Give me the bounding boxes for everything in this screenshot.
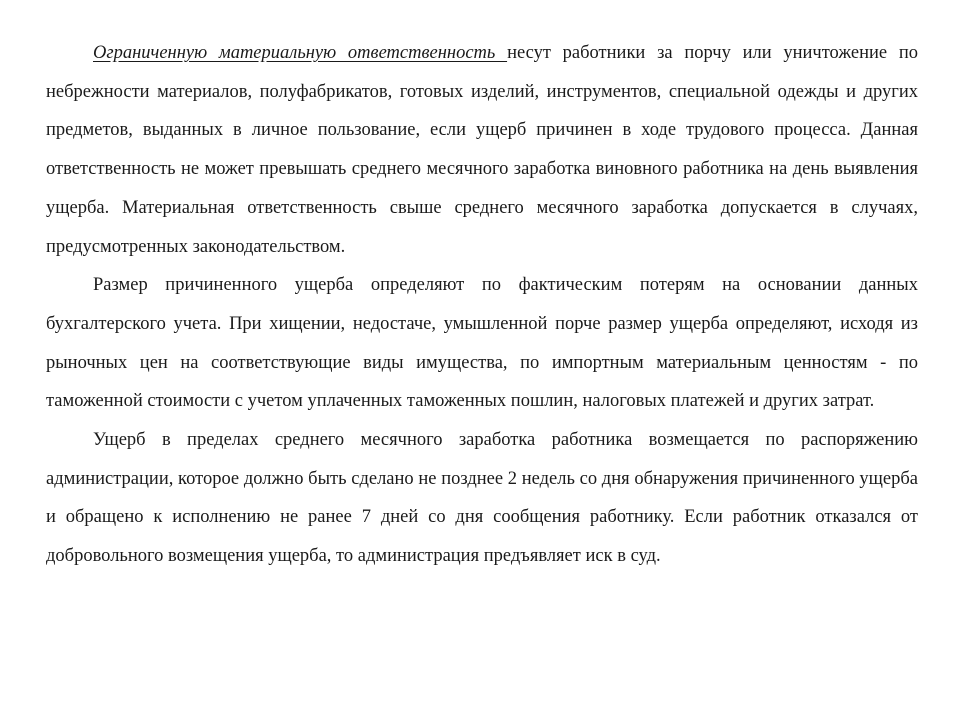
defined-term: Ограниченную материальную ответственность xyxy=(93,43,508,63)
paragraph-damage-compensation: Ущерб в пределах среднего месячного заработка работника возмещается по распоряжению администрации, которое должно быть сделано не позднее 2 недель со дня обнаружения причиненного ущерба и обращено к исполнению не ранее 7 дней со дня сообщения работнику. Если работник отказался от добровольного возмещения ущерба, то администрация предъявляет иск в суд. xyxy=(46,430,918,567)
document-page xyxy=(46,34,918,576)
paragraph-damage-amount: Размер причиненного ущерба определяют по фактическим потерям на основании данных бухгалтерского учета. При хищении, недостаче, умышленной порче размер ущерба определяют, исходя из рыночных цен на соответствующие виды имущества, по импортным материальным ценностям - по таможенной стоимости с учетом уплаченных таможенных пошлин, налоговых платежей и других затрат. xyxy=(46,275,918,412)
paragraph-limited-liability xyxy=(46,34,918,266)
paragraph-text: несут работники за порчу или уничтожение по небрежности материалов, полуфабрикатов, готовых изделий, инструментов, специальной одежды и других предметов, выданных в личное пользование, если ущерб причинен в ходе трудового процесса. Данная ответственность не может превышать среднего месячного заработка виновного работника на день выявления ущерба. Материальная ответственность свыше среднего месячного заработка допускается в случаях, предусмотренных законодательством. xyxy=(46,43,918,257)
